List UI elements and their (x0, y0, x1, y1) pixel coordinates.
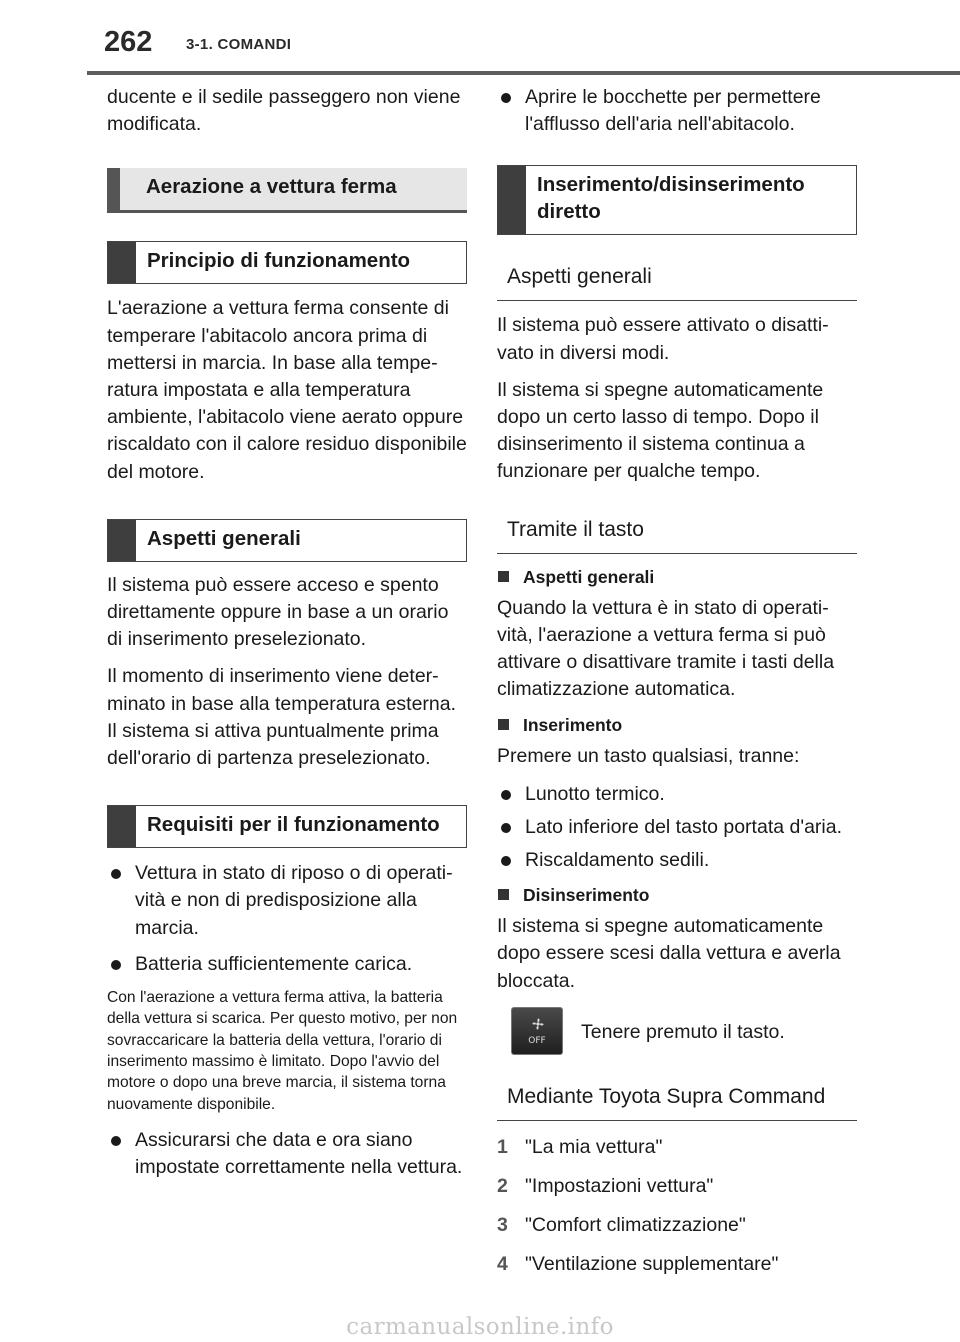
right-column (497, 84, 857, 1290)
fan-icon (530, 1016, 546, 1032)
requirements-heading: Requisiti per il funzionamento (107, 805, 467, 848)
list-item: Assicurarsi che data e ora siano impostate correttamente nella vettura. (107, 1127, 467, 1181)
general-paragraph-2: Il momento di inserimento viene determinato in base alla temperatura esterna. Il sistema si attiva puntualmente prima dell'orario di partenza preselezionato. (107, 665, 457, 770)
general-heading: Aspetti generali (107, 519, 467, 562)
subsection-deactivation-title: Disinserimento (497, 883, 857, 907)
chapter-title: 3-1. COMANDI (186, 36, 292, 53)
list-item: Vettura in stato di riposo o di operatività e non di predisposizione alla marcia. (107, 860, 467, 942)
step-number: 3 (497, 1213, 508, 1236)
subsection-activation-text: Premere un tasto qualsiasi, tranne: (497, 745, 800, 768)
button-subheading: Tramite il tasto (497, 506, 857, 554)
section-heading: Aerazione a vettura ferma (107, 168, 467, 213)
header-divider (87, 71, 960, 75)
general-paragraph-2: Il sistema si spegne automaticamente dopo un certo lasso di tempo. Dopo il disinserimento il sistema continua a funzionare per qualche tempo. (497, 378, 824, 483)
step-item (497, 1212, 857, 1239)
step-number: 4 (497, 1252, 508, 1275)
step-item (497, 1134, 857, 1161)
list-item: Riscaldamento sedili. (497, 847, 857, 874)
page-number: 262 (104, 26, 153, 58)
list-item: Batteria sufficientemente carica. (107, 951, 467, 978)
key-instruction-text: Tenere premuto il tasto. (581, 1020, 785, 1043)
step-label: "La mia vettura" (525, 1135, 663, 1158)
key-label: OFF (528, 1035, 546, 1046)
principle-paragraph: L'aerazione a vettura ferma consente di temperare l'abitacolo ancora prima di mettersi in marcia. In base alla temperatura impostata e alla temperatura ambiente, l'abitacolo viene aerato oppure riscaldato con il calore residuo disponibile del motore. (107, 297, 467, 483)
intro-paragraph: ducente e il sedile passeggero non viene modificata. (107, 86, 461, 136)
key-instruction (497, 1007, 857, 1059)
step-item (497, 1251, 857, 1278)
general-paragraph-1: Il sistema può essere attivato o disattivato in diversi modi. (497, 314, 829, 364)
step-number: 2 (497, 1174, 508, 1197)
step-label: "Impostazioni vettura" (525, 1174, 714, 1197)
general-subheading: Aspetti generali (497, 253, 857, 301)
step-number: 1 (497, 1135, 508, 1158)
requirements-list (107, 860, 467, 978)
steps-list (497, 1134, 857, 1278)
list-item: Lunotto termico. (497, 781, 857, 808)
direct-heading: Inserimento/disinserimento diretto (497, 165, 857, 235)
left-column (107, 84, 467, 1190)
subsection-activation-title: Inserimento (497, 713, 857, 737)
watermark: carmanualsonline.info (346, 1314, 614, 1340)
subsection-general-title: Aspetti generali (497, 565, 857, 589)
battery-note: Con l'aerazione a vettura ferma attiva, la batteria della vettura si scarica. Per questo motivo, per non sovraccaricare la batteria della vettura, l'orario di inserimento massimo è limitato. Dopo l'avvio del motore o dopo una breve marcia, il sistema torna nuovamente disponibile. (107, 989, 458, 1113)
list-item: Lato inferiore del tasto portata d'aria. (497, 814, 857, 841)
list-item: Aprire le bocchette per permettere l'afflusso dell'aria nell'abitacolo. (497, 84, 857, 138)
step-label: "Ventilazione supplementare" (525, 1252, 779, 1275)
ventilation-off-key (511, 1007, 563, 1055)
principle-heading: Principio di funzionamento (107, 241, 467, 284)
step-label: "Comfort climatizzazione" (525, 1213, 746, 1236)
command-subheading: Mediante Toyota Supra Command (497, 1073, 857, 1121)
general-paragraph-1: Il sistema può essere acceso e spento direttamente oppure in base a un orario di inserimento preselezionato. (107, 573, 449, 651)
subsection-general-text: Quando la vettura è in stato di operatività, l'aerazione a vettura ferma si può attivare o disattivare tramite i tasti della climatizzazione automatica. (497, 596, 835, 701)
step-item (497, 1173, 857, 1200)
page-header (0, 0, 960, 76)
subsection-deactivation-text: Il sistema si spegne automaticamente dopo essere scesi dalla vettura e averla bloccata. (497, 915, 841, 992)
exception-list (497, 781, 857, 875)
